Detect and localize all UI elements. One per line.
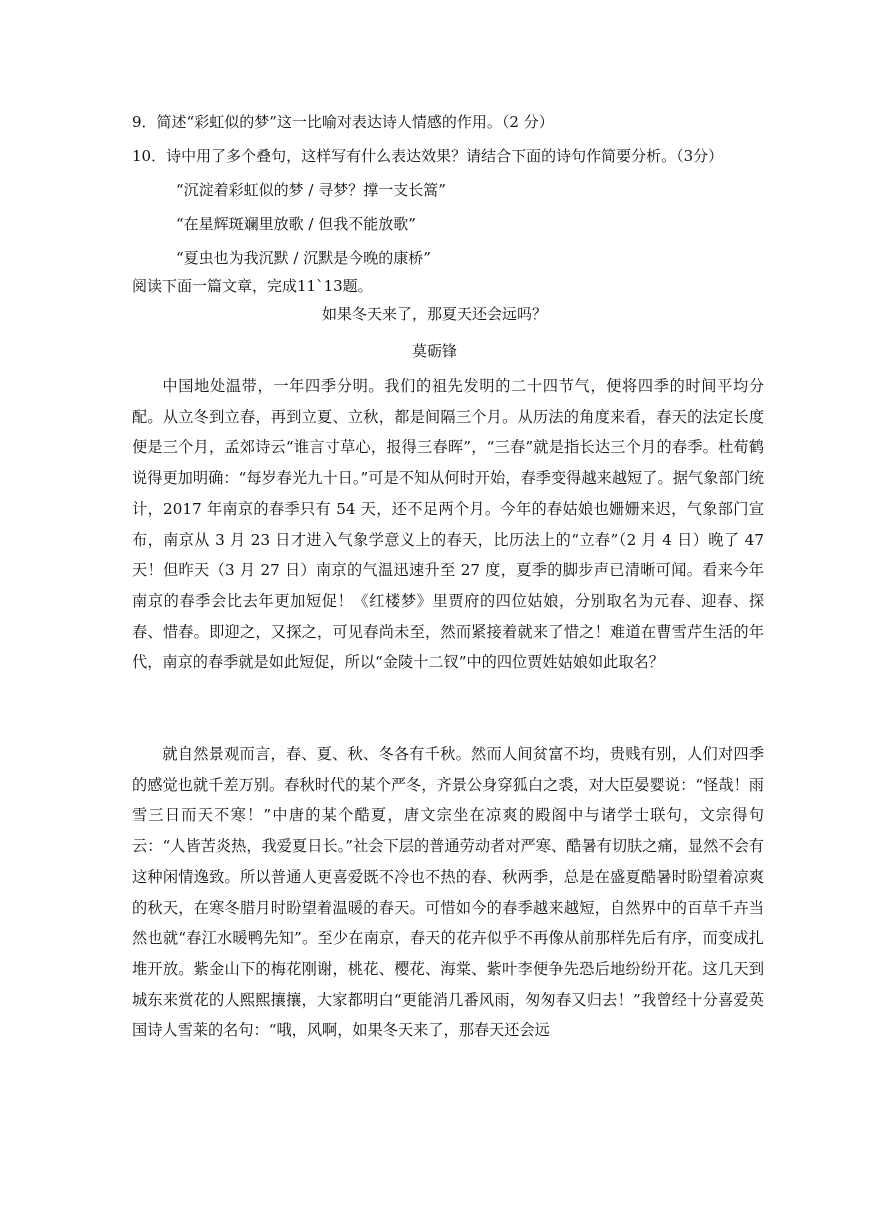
article-paragraph-2: 就自然景观而言，春、夏、秋、冬各有千秋。然而人间贫富不均，贵贱有别，人们对四季的感觉也就千差万别。春秋时代的某个严冬，齐景公身穿狐白之裘，对大臣晏婴说：“怪哉！雨雪三日而天不寒！”中唐的某个酷夏，唐文宗坐在凉爽的殿阁中与诸学士联句，文宗得句云：“人皆苦炎热，我爱夏日长。”社会下层的普通劳动者对严寒、酷暑有切肤之痛，显然不会有这种闲情逸致。所以普通人更喜爱既不冷也不热的春、秋两季，总是在盛夏酷暑时盼望着凉爽的秋天，在寒冬腊月时盼望着温暖的春天。可惜如今的春季越来越短，自然界中的百草千卉当然也就“春江水暖鸭先知”。至少在南京，春天的花卉似乎不再像从前那样先后有序，而变成扎堆开放。紫金山下的梅花刚谢，桃花、樱花、海棠、紫叶李便争先恐后地纷纷开花。这几天到城东来赏花的人熙熙攘攘，大家都明白“更能消几番风雨，匆匆春又归去！”我曾经十分喜爱英国诗人雪莱的名句：“哦，风啊，如果冬天来了，那春天还会远 — [132, 745, 764, 1040]
poem-quote-3: “夏虫也为我沉默 / 沉默是今晚的康桥” — [176, 249, 431, 267]
question-9: 9．简述“彩虹似的梦”这一比喻对表达诗人情感的作用。（2 分） — [132, 113, 554, 131]
poem-quote-2: “在星辉斑斓里放歌 / 但我不能放歌” — [176, 215, 416, 233]
poem-quote-1: “沉淀着彩虹似的梦 / 寻梦？撑一支长篙” — [176, 181, 446, 199]
article-author: 莫砺锋 — [411, 342, 457, 360]
reading-instruction: 阅读下面一篇文章，完成11`13题。 — [132, 277, 373, 295]
article-paragraph-1: 中国地处温带，一年四季分明。我们的祖先发明的二十四节气，便将四季的时间平均分配。从立冬到立春，再到立夏、立秋，都是间隔三个月。从历法的角度来看，春天的法定长度便是三个月，孟郊诗云“谁言寸草心，报得三春晖”，“三春”就是指长达三个月的春季。杜荀鹤说得更加明确：“每岁春光九十日。”可是不知从何时开始，春季变得越来越短了。据气象部门统计，2017 年南京的春季只有 54 天，还不足两个月。今年的春姑娘也姗姗来迟，气象部门宣布，南京从 3 月 23 日才进入气象学意义上的春天，比历法上的“立春”（2 月 4 日）晚了 47 天！但昨天（3 月 27 日）南京的气温迅速升至 27 度，夏季的脚步声已清晰可闻。看来今年南京的春季会比去年更加短促！《红楼梦》里贾府的四位姑娘，分别取名为元春、迎春、探春、惜春。即迎之，又探之，可见春尚未至，然而紧接着就来了惜之！难道在曹雪芹生活的年代，南京的春季就是如此短促，所以“金陵十二钗”中的四位贾姓姑娘如此取名？ — [132, 377, 764, 672]
question-10: 10．诗中用了多个叠句，这样写有什么表达效果？请结合下面的诗句作简要分析。（3分） — [132, 147, 724, 165]
article-title: 如果冬天来了，那夏天还会远吗？ — [321, 305, 547, 323]
